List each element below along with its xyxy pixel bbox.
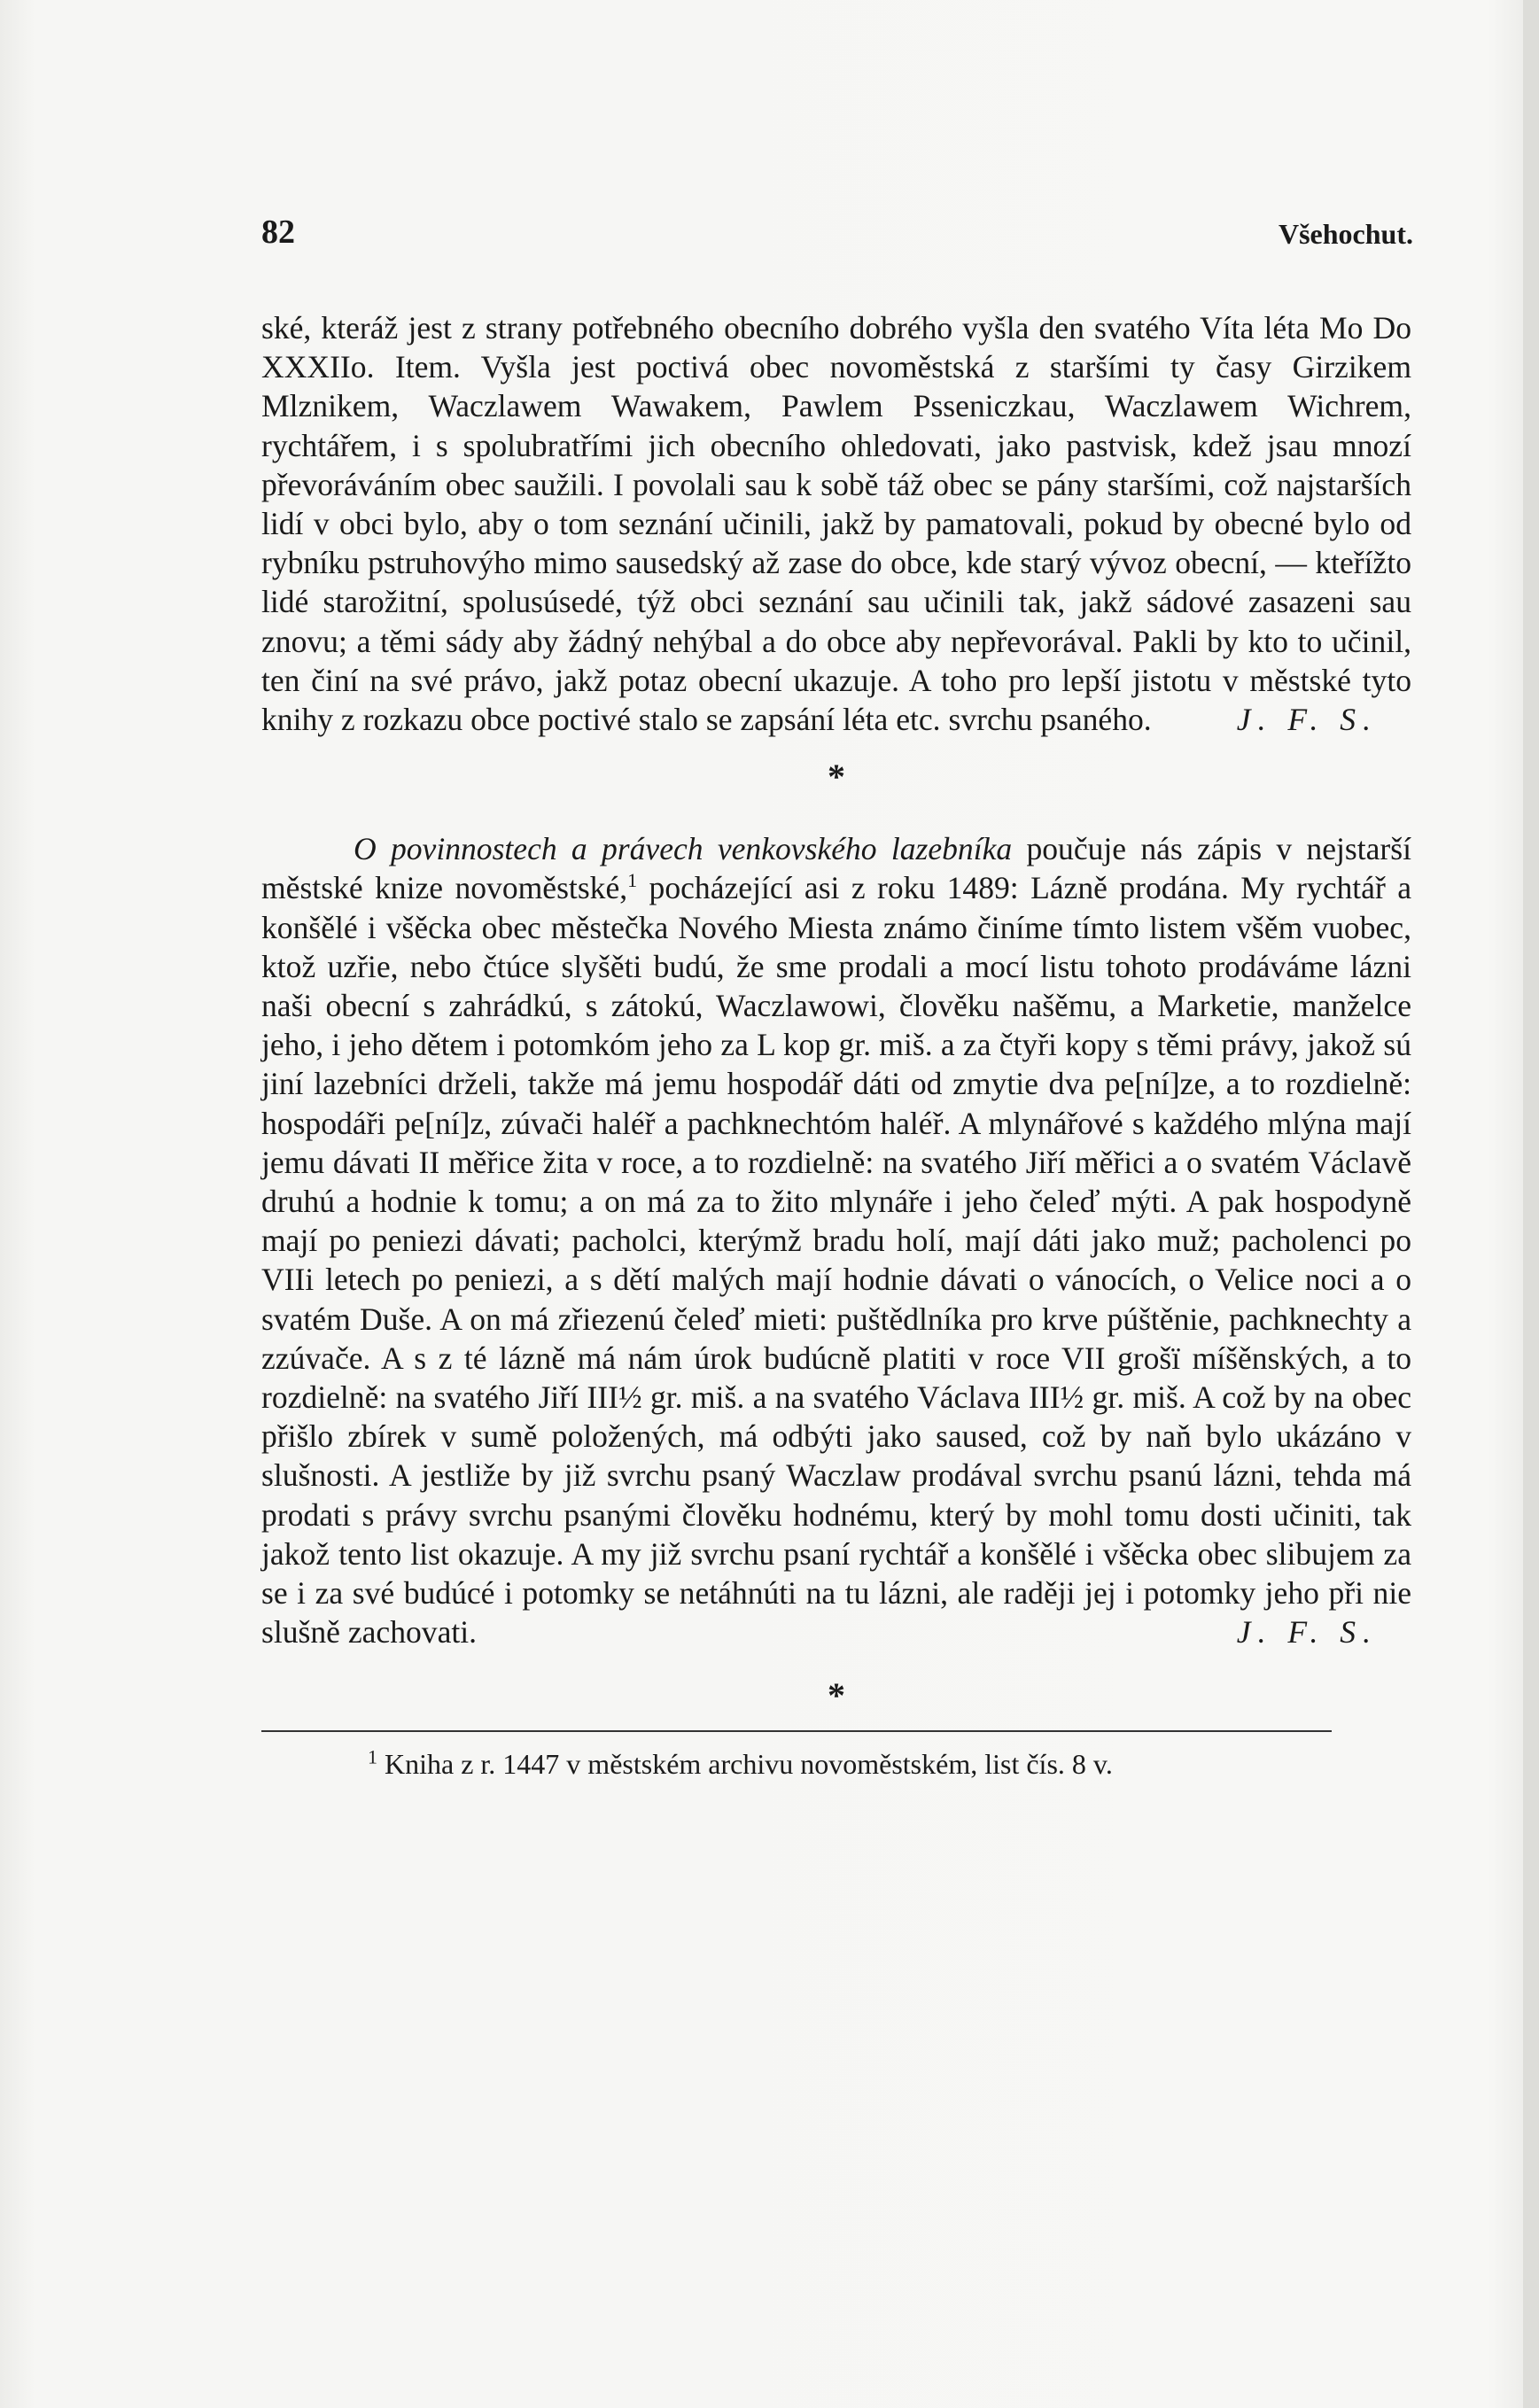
paragraph-1 (261, 308, 1411, 739)
page-edge-shadow (1523, 0, 1539, 2408)
asterisk-separator-2: * (828, 1674, 845, 1715)
footnote-marker: 1 (368, 1744, 377, 1767)
signature-1: J. F. S. (1236, 702, 1378, 738)
running-head-title: Všehochut. (1278, 218, 1413, 250)
paragraph-2-intro: poučuje nás zápis v nejstarší městské knize novoměstské, (261, 831, 1412, 906)
signature-2: J. F. S. (1236, 1614, 1378, 1651)
asterisk-separator-1: * (828, 757, 845, 797)
running-head (261, 213, 1413, 257)
footnote-text: Kniha z r. 1447 v městském archivu novoměstském, list čís. 8 v. (377, 1747, 1113, 1780)
footnote-reference: 1 (627, 869, 638, 892)
paragraph-2 (261, 829, 1411, 1651)
paragraph-1-text: ské, kteráž jest z strany potřebného obecního dobrého vyšla den svatého Víta léta Mo Do XXXIIo. Item. Vyšla jest poctivá obec novoměstská z staršími ty časy Girzikem Mlznikem, Waczlawem Wawakem, Pawlem Psseniczkau, Waczlawem Wichrem, rychtářem, i s spolubratřími jich obecního ohledovati, jako pastvisk, kdež jsau mnozí převoráváním obec saužili. I povolali sau k sobě táž obec se pány staršími, což najstarších lidí v obci bylo, aby o tom seznání učinili, jakž by pamatovali, pokud by obecné bylo od rybníku pstruhovýho mimo sausedský až zase do obce, kde starý vývoz obecní, — kteřížto lidé starožitní, spolusúsedé, týž obci seznání sau učinili tak, jakž sádové zasazeni sau znovu; a těmi sády aby žádný nehýbal a do obce aby nepřevorával. Pakli by kto to učinil, ten činí na své právo, jakž potaz obecní ukazuje. A toho pro lepší jistotu v městské tyto knihy z rozkazu obce poctivé stalo se zapsání léta etc. svrchu psaného. (261, 310, 1411, 738)
footnote (368, 1746, 1411, 1782)
text-column (261, 308, 1411, 1782)
paragraph-2-title: O povinnostech a právech venkovského lazebníka (354, 831, 1013, 867)
footnote-rule (261, 1730, 1332, 1732)
paragraph-2-body: pocházející asi z roku 1489: Lázně prodána. My rychtář a konšělé i všěcka obec městečka Nového Miesta známo činíme tímto listem všěm vuobec, ktož uzřie, nebo čtúce slyšěti budú, že sme prodali a mocí listu tohoto prodáváme lázni naši obecní s zahrádkú, s zátokú, Waczlawowi, člověku našěmu, a Marketie, manželce jeho, i jeho dětem i potomkóm jeho za L kop gr. miš. a za čtyři kopy s těmi právy, jakož sú jiní lazebníci drželi, takže má jemu hospodář dáti od zmytie dva pe[ní]ze, a to rozdielně: hospodáři pe[ní]z, zúvači haléř a pachknechtóm haléř. A mlynářové s každého mlýna mají jemu dávati II měřice žita v roce, a to rozdielně: na svatého Jiří měřici a o svatém Václavě druhú a hodnie k tomu; a on má za to žito mlynáře i jeho čeleď mýti. A pak hospodyně mají po peniezi dávati; pacholci, kterýmž bradu holí, mají dáti jako muž; pacholenci po VIIi letech po peniezi, a s dětí malých mají hodnie dávati o vánocích, o Velice noci a o svatém Duše. A on má zřiezenú čeleď mieti: puštědlníka pro krve púštěnie, pachknechty a zzúvače. A s z té lázně má nám úrok budúcně platiti v roce VII grošï míšěnských, a to rozdielně: na svatého Jiří III½ gr. miš. a na svatého Václava III½ gr. miš. A což by na obec přišlo zbírek v sumě položených, má odbýti jako saused, což by naň bylo ukázáno v slušnosti. A jestliže by již svrchu psaný Waczlaw prodával svrchu psanú lázni, tehda má prodati s právy svrchu psanými člověku hodnému, který by mohl tomu dosti učiniti, tak jakož tento list okazuje. A my již svrchu psaní rychtář a konšělé i všěcka obec slibujem za se i za své budúcé i potomky se netáhnúti na tu lázni, ale raději jej i potomky jeho při nie slušně zachovati. (261, 870, 1411, 1651)
page-number: 82 (261, 214, 295, 251)
